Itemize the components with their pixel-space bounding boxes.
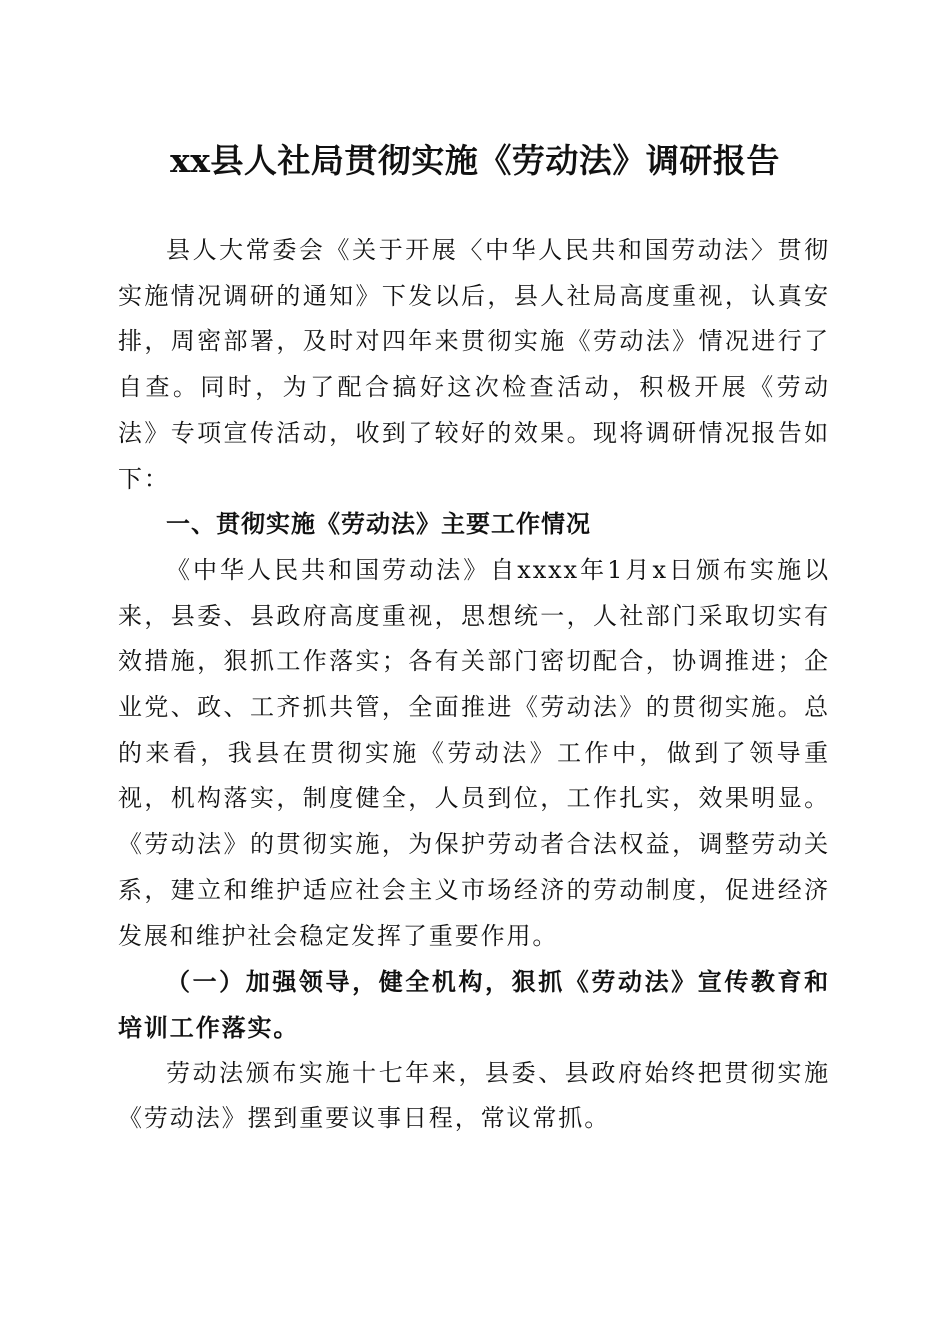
subsection-heading-1: （一）加强领导，健全机构，狠抓《劳动法》宣传教育和培训工作落实。 xyxy=(118,967,830,1042)
subsection-1-paragraph: 劳动法颁布实施十七年来，县委、县政府始终把贯彻实施《劳动法》摆到重要议事日程，常议常抓。 xyxy=(118,1058,830,1133)
section-1-paragraph: 《中华人民共和国劳动法》自xxxx年1月x日颁布实施以来，县委、县政府高度重视，思想统一，人社部门采取切实有效措施，狠抓工作落实；各有关部门密切配合，协调推进；企业党、政、工齐抓共管，全面推进《劳动法》的贯彻实施。总的来看，我县在贯彻实施《劳动法》工作中，做到了领导重视，机构落实，制度健全，人员到位，工作扎实，效果明显。《劳动法》的贯彻实施，为保护劳动者合法权益，调整劳动关系，建立和维护适应社会主义市场经济的劳动制度，促进经济发展和维护社会稳定发挥了重要作用。 xyxy=(118,555,830,950)
document-title: xx县人社局贯彻实施《劳动法》调研报告 xyxy=(170,141,780,180)
section-heading-1: 一、贯彻实施《劳动法》主要工作情况 xyxy=(166,510,591,539)
intro-paragraph: 县人大常委会《关于开展〈中华人民共和国劳动法〉贯彻实施情况调研的通知》下发以后，县人社局高度重视，认真安排，周密部署，及时对四年来贯彻实施《劳动法》情况进行了自查。同时，为了配合搞好这次检查活动，积极开展《劳动法》专项宣传活动，收到了较好的效果。现将调研情况报告如下： xyxy=(118,236,830,493)
document-body xyxy=(118,228,830,1142)
